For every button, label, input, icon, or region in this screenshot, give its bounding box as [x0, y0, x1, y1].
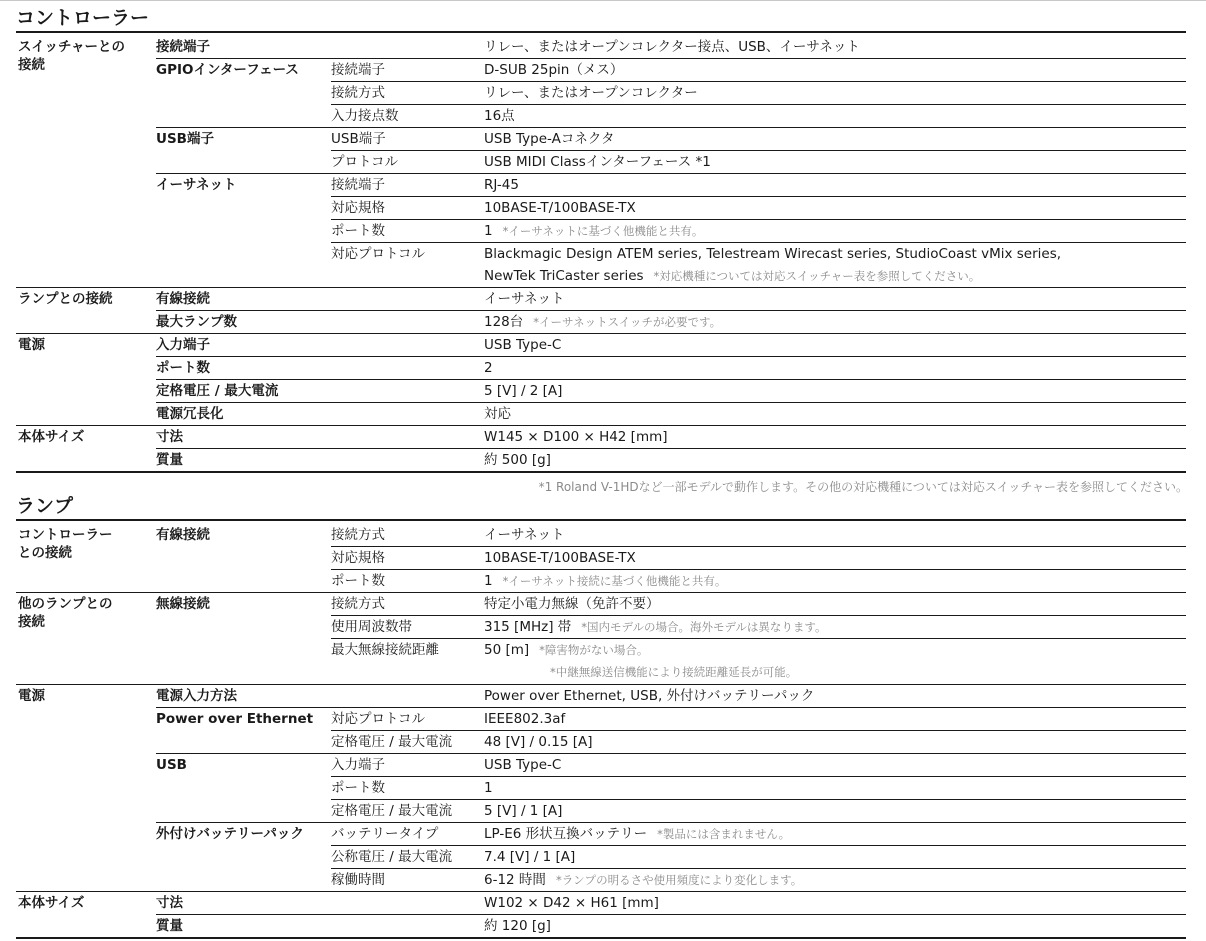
power-category: 電源: [18, 337, 45, 353]
lamp-heading-rule: [16, 519, 1186, 521]
frequency-label: 使用周波数帯: [331, 619, 412, 635]
runtime-label: 稼働時間: [331, 872, 385, 888]
ethernet-protocol-tricaster: NewTek TriCaster series: [484, 268, 644, 284]
wireless-method-value: 特定小電力無線（免許不要）: [484, 596, 660, 612]
section-divider: [16, 684, 1186, 685]
row-divider: [331, 776, 1186, 777]
lamp-method-label: 接続方式: [331, 527, 385, 543]
row-divider: [331, 242, 1186, 243]
wired-connection-label: 有線接続: [156, 291, 210, 307]
range-value: [484, 641, 648, 659]
row-divider: [156, 448, 1186, 449]
power-ports-value: 2: [484, 360, 493, 376]
row-divider: [331, 799, 1186, 800]
connection-terminal-label: 接続端子: [156, 39, 210, 55]
runtime-value: [484, 871, 802, 889]
lamp-usb-input-label: 入力端子: [331, 757, 385, 773]
battery-type-note: *製品には含まれません。: [657, 827, 791, 841]
battery-type-label: バッテリータイプ: [331, 826, 439, 842]
ethernet-terminal-value: RJ-45: [484, 177, 519, 193]
wireless-method-label: 接続方式: [331, 596, 385, 612]
section-divider: [16, 592, 1186, 593]
row-divider: [156, 707, 1186, 708]
ethernet-ports-label: ポート数: [331, 223, 385, 239]
row-divider: [331, 868, 1186, 869]
lamp-usb-label: USB: [156, 757, 187, 773]
controller-connection-category: コントローラー との接続: [18, 527, 113, 561]
dimensions-value: W145 × D100 × H42 [mm]: [484, 429, 668, 445]
switcher-connection-category: スイッチャーとの 接続: [18, 39, 126, 73]
frequency-note: *国内モデルの場合。海外モデルは異なります。: [581, 620, 827, 634]
power-method-value: Power over Ethernet, USB, 外付けバッテリーパック: [484, 688, 815, 704]
mass-value: 約 500 [g]: [484, 452, 551, 468]
row-divider: [156, 127, 1186, 128]
ethernet-label: イーサネット: [156, 177, 237, 193]
battery-pack-label: 外付けバッテリーパック: [156, 826, 304, 842]
lamp-ports-label: ポート数: [331, 573, 385, 589]
max-lamps-value: [484, 313, 721, 331]
ethernet-ports-number: 1: [484, 223, 493, 239]
row-divider: [331, 150, 1186, 151]
row-divider: [156, 58, 1186, 59]
lamp-standard-label: 対応規格: [331, 550, 385, 566]
size-category: 本体サイズ: [18, 429, 85, 445]
row-divider: [156, 310, 1186, 311]
row-divider: [156, 914, 1186, 915]
usb-terminal-label: USB端子: [331, 131, 386, 147]
power-ports-label: ポート数: [156, 360, 210, 376]
battery-voltage-value: 7.4 [V] / 1 [A]: [484, 849, 576, 865]
lamp-usb-rating-value: 5 [V] / 1 [A]: [484, 803, 563, 819]
poe-protocol-value: IEEE802.3af: [484, 711, 566, 727]
ethernet-standard-value: 10BASE-T/100BASE-TX: [484, 200, 636, 216]
wired-connection-value: イーサネット: [484, 291, 565, 307]
lamp-usb-input-value: USB Type-C: [484, 757, 562, 773]
section-divider: [16, 333, 1186, 334]
row-divider: [331, 104, 1186, 105]
row-divider: [331, 615, 1186, 616]
battery-voltage-label: 公称電圧 / 最大電流: [331, 849, 453, 865]
ethernet-standard-label: 対応規格: [331, 200, 385, 216]
usb-protocol-value: USB MIDI Classインターフェース *1: [484, 154, 711, 170]
section-divider: [16, 287, 1186, 288]
poe-rating-label: 定格電圧 / 最大電流: [331, 734, 453, 750]
row-divider: [156, 822, 1186, 823]
lamp-dimensions-value: W102 × D42 × H61 [mm]: [484, 895, 659, 911]
range-number: 50 [m]: [484, 642, 530, 658]
frequency-value: [484, 618, 826, 636]
lamp-table-end-rule: [16, 937, 1186, 939]
lamp-ports-value: [484, 572, 726, 590]
row-divider: [331, 196, 1186, 197]
power-redundancy-value: 対応: [484, 406, 511, 422]
battery-type-value: [484, 825, 790, 843]
gpio-inputs-label: 入力接点数: [331, 108, 399, 124]
row-divider: [331, 730, 1186, 731]
controller-table-end-rule: [16, 471, 1186, 473]
section-divider: [16, 891, 1186, 892]
gpio-terminal-label: 接続端子: [331, 62, 385, 78]
row-divider: [156, 379, 1186, 380]
controller-heading: コントローラー: [16, 7, 150, 29]
row-divider: [331, 546, 1186, 547]
row-divider: [331, 569, 1186, 570]
usb-port-label: USB端子: [156, 131, 214, 147]
lamp-wired-label: 有線接続: [156, 527, 210, 543]
power-input-label: 入力端子: [156, 337, 210, 353]
power-method-label: 電源入力方法: [156, 688, 237, 704]
row-divider: [156, 402, 1186, 403]
runtime-text: 6-12 時間: [484, 872, 546, 888]
row-divider: [156, 356, 1186, 357]
lamp-mass-value: 約 120 [g]: [484, 918, 551, 934]
gpio-terminal-value: D-SUB 25pin（メス）: [484, 62, 624, 78]
row-divider: [331, 81, 1186, 82]
gpio-interface-label: GPIOインターフェース: [156, 62, 299, 78]
poe-label: Power over Ethernet: [156, 711, 314, 727]
row-divider: [331, 638, 1186, 639]
gpio-method-label: 接続方式: [331, 85, 385, 101]
lamp-standard-value: 10BASE-T/100BASE-TX: [484, 550, 636, 566]
range-note: *障害物がない場合。: [539, 643, 649, 657]
top-border: [0, 0, 1206, 1]
lamp-heading: ランプ: [16, 495, 74, 517]
lamp-usb-ports-label: ポート数: [331, 780, 385, 796]
gpio-method-value: リレー、またはオープンコレクター: [484, 85, 698, 101]
range-label: 最大無線接続距離: [331, 642, 439, 658]
lamp-ports-number: 1: [484, 573, 493, 589]
lamp-ports-note: *イーサネット接続に基づく他機能と共有。: [502, 574, 727, 588]
power-rating-value: 5 [V] / 2 [A]: [484, 383, 563, 399]
ethernet-protocol-value-line2: [484, 267, 980, 285]
max-lamps-label: 最大ランプ数: [156, 314, 237, 330]
gpio-inputs-value: 16点: [484, 108, 515, 124]
power-redundancy-label: 電源冗長化: [156, 406, 224, 422]
power-input-value: USB Type-C: [484, 337, 562, 353]
section-divider: [16, 425, 1186, 426]
row-divider: [156, 173, 1186, 174]
lamp-size-category: 本体サイズ: [18, 895, 85, 911]
ethernet-ports-value: [484, 222, 703, 240]
usb-protocol-label: プロトコル: [331, 154, 398, 170]
wireless-label: 無線接続: [156, 596, 210, 612]
row-divider: [331, 219, 1186, 220]
dimensions-label: 寸法: [156, 429, 183, 445]
connection-terminal-value: リレー、またはオープンコレクター接点、USB、イーサネット: [484, 39, 860, 55]
lamp-power-category: 電源: [18, 688, 45, 704]
lamp-usb-rating-label: 定格電圧 / 最大電流: [331, 803, 453, 819]
row-divider: [331, 845, 1186, 846]
controller-footnote: *1 Roland V-1HDなど一部モデルで動作します。その他の対応機種については対応スイッチャー表を参照してください。: [538, 480, 1188, 494]
row-divider: [156, 753, 1186, 754]
controller-heading-rule: [16, 31, 1186, 33]
lamp-connection-category: ランプとの接続: [18, 291, 113, 307]
ethernet-ports-note: *イーサネットに基づく他機能と共有。: [502, 224, 704, 238]
max-lamps-note: *イーサネットスイッチが必要です。: [533, 315, 722, 329]
ethernet-terminal-label: 接続端子: [331, 177, 385, 193]
ethernet-protocol-label: 対応プロトコル: [331, 246, 425, 262]
lamp-method-value: イーサネット: [484, 527, 565, 543]
lamp-usb-ports-value: 1: [484, 780, 493, 796]
ethernet-protocol-note: *対応機種については対応スイッチャー表を参照してください。: [653, 269, 981, 283]
mass-label: 質量: [156, 452, 183, 468]
usb-terminal-value: USB Type-Aコネクタ: [484, 131, 615, 147]
ethernet-protocol-value-line1: Blackmagic Design ATEM series, Telestream Wirecast series, StudioCoast vMix series,: [484, 246, 1062, 262]
max-lamps-number: 128台: [484, 314, 524, 330]
lamp-mass-label: 質量: [156, 918, 183, 934]
battery-type-text: LP-E6 形状互換バッテリー: [484, 826, 648, 842]
frequency-number: 315 [MHz] 帯: [484, 619, 572, 635]
lamp-dimensions-label: 寸法: [156, 895, 183, 911]
power-rating-label: 定格電圧 / 最大電流: [156, 383, 279, 399]
poe-rating-value: 48 [V] / 0.15 [A]: [484, 734, 593, 750]
range-note-relay: *中継無線送信機能により接続距離延長が可能。: [550, 665, 798, 679]
other-lamps-category: 他のランプとの 接続: [18, 596, 113, 630]
poe-protocol-label: 対応プロトコル: [331, 711, 425, 727]
runtime-note: *ランプの明るさや使用頻度により変化します。: [555, 873, 803, 887]
